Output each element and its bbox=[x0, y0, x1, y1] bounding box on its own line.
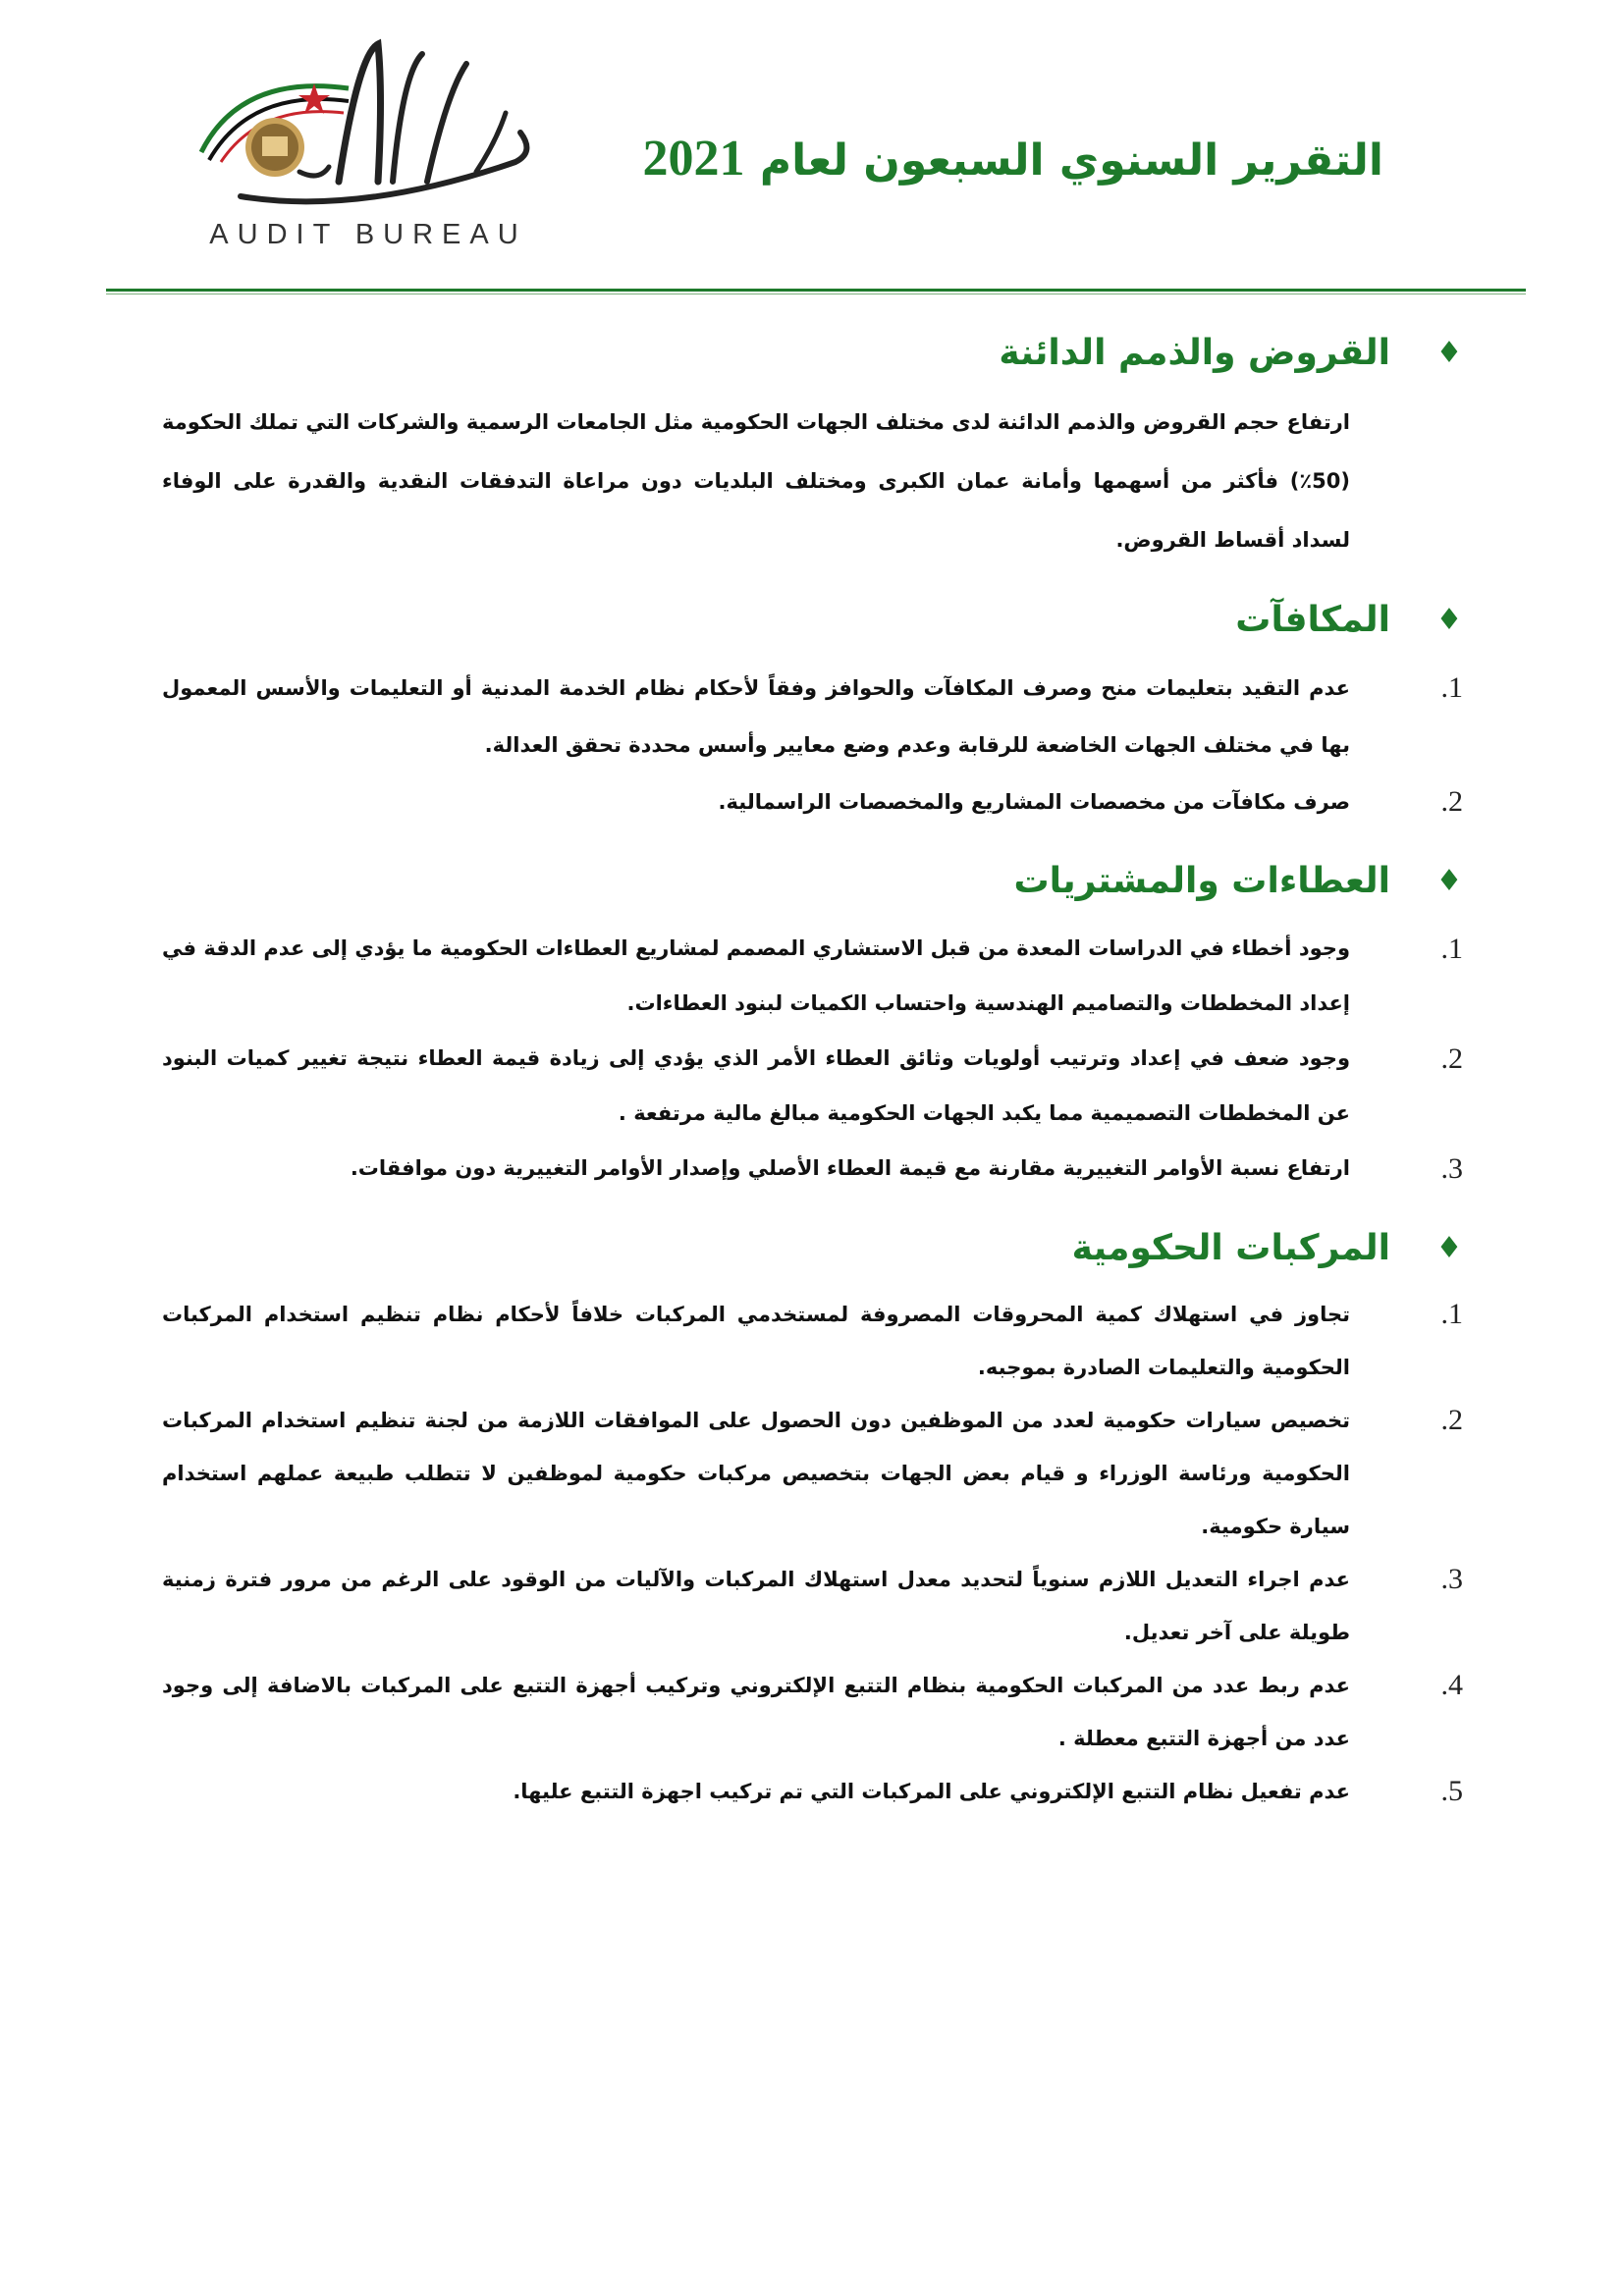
list-item bbox=[162, 1288, 1463, 1394]
report-title bbox=[643, 130, 1383, 187]
item-number: 2. bbox=[1440, 1404, 1463, 1436]
section-title: المركبات الحكومية bbox=[1071, 1227, 1390, 1268]
list-item bbox=[162, 1765, 1463, 1818]
section-heading bbox=[162, 312, 1463, 393]
list-item bbox=[162, 1141, 1463, 1198]
audit-bureau-logo bbox=[182, 34, 555, 255]
logo-english-text: AUDIT BUREAU bbox=[209, 219, 527, 250]
list-item bbox=[162, 660, 1463, 774]
item-number: 1. bbox=[1440, 1298, 1463, 1330]
item-text: عدم اجراء التعديل اللازم سنوياً لتحديد معدل استهلاك المركبات والآليات من الوقود على الرغم من مرور فترة زمنية طويلة على آخر تعديل. bbox=[162, 1568, 1350, 1644]
numbered-list bbox=[162, 660, 1463, 830]
item-number: 1. bbox=[1440, 933, 1463, 965]
item-text: تجاوز في استهلاك كمية المحروقات المصروفة لمستخدمي المركبات خلافاً لأحكام نظام تنظيم استخدام المركبات الحكومية والتعليمات الصادرة بموجبه. bbox=[162, 1303, 1350, 1379]
item-text: تخصيص سيارات حكومية لعدد من الموظفين دون الحصول على الموافقات اللازمة من لجنة تنظيم استخدام المركبات الحكومية ورئاسة الوزراء و قيام بعض الجهات بتخصيص مركبات حكومية لموظفين لا تتطلب طبيعة عملهم استخدام سيارة حكومية. bbox=[162, 1409, 1350, 1538]
list-item bbox=[162, 1553, 1463, 1659]
numbered-list bbox=[162, 1288, 1463, 1818]
item-number: 2. bbox=[1440, 785, 1463, 818]
section-heading bbox=[162, 1207, 1463, 1288]
item-text: وجود أخطاء في الدراسات المعدة من قبل الاستشاري المصمم لمشاريع العطاءات الحكومية ما يؤدي إلى عدم الدقة في إعداد المخططات والتصاميم الهندسية واحتساب الكميات لبنود العطاءات. bbox=[162, 936, 1350, 1015]
list-item bbox=[162, 1659, 1463, 1765]
item-number: 5. bbox=[1440, 1775, 1463, 1807]
report-title-text: التقرير السنوي السبعون لعام bbox=[759, 135, 1383, 186]
diamond-bullet-icon: ♦ bbox=[1435, 335, 1463, 370]
logo-emblem-icon bbox=[182, 34, 555, 221]
list-item bbox=[162, 1031, 1463, 1141]
section-tenders bbox=[162, 840, 1463, 1198]
item-number: 4. bbox=[1440, 1669, 1463, 1701]
item-text: صرف مكافآت من مخصصات المشاريع والمخصصات الراسمالية. bbox=[718, 790, 1350, 814]
numbered-list bbox=[162, 921, 1463, 1198]
report-content bbox=[162, 312, 1463, 1828]
diamond-bullet-icon: ♦ bbox=[1435, 602, 1463, 637]
list-item bbox=[162, 921, 1463, 1031]
section-heading bbox=[162, 579, 1463, 660]
section-bonuses bbox=[162, 579, 1463, 830]
item-text: وجود ضعف في إعداد وترتيب أولويات وثائق العطاء الأمر الذي يؤدي إلى زيادة قيمة العطاء نتيجة تغيير كميات البنود عن المخططات التصميمية مما يكبد الجهات الحكومية مبالغ مالية مرتفعة . bbox=[162, 1046, 1350, 1125]
section-title: القروض والذمم الدائنة bbox=[999, 332, 1390, 373]
item-text: عدم تفعيل نظام التتبع الإلكتروني على المركبات التي تم تركيب اجهزة التتبع عليها. bbox=[513, 1780, 1350, 1803]
section-title: العطاءات والمشتريات bbox=[1013, 860, 1390, 901]
item-number: 3. bbox=[1440, 1563, 1463, 1595]
section-heading bbox=[162, 840, 1463, 921]
header-divider bbox=[106, 289, 1526, 292]
item-text: عدم التقيد بتعليمات منح وصرف المكافآت والحوافز وفقاً لأحكام نظام الخدمة المدنية أو التعليمات والأسس المعمول بها في مختلف الجهات الخاضعة للرقابة وعدم وضع معايير وأسس محددة تحقق العدالة. bbox=[162, 676, 1350, 757]
section-vehicles bbox=[162, 1207, 1463, 1818]
item-number: 1. bbox=[1440, 671, 1463, 704]
list-item bbox=[162, 1394, 1463, 1553]
item-text: عدم ربط عدد من المركبات الحكومية بنظام التتبع الإلكتروني وتركيب أجهزة التتبع على المركبات بالاضافة إلى وجود عدد من أجهزة التتبع معطلة . bbox=[162, 1674, 1350, 1750]
report-year: 2021 bbox=[642, 131, 745, 187]
diamond-bullet-icon: ♦ bbox=[1435, 863, 1463, 898]
section-loans bbox=[162, 312, 1463, 569]
list-item bbox=[162, 774, 1463, 830]
item-number: 3. bbox=[1440, 1152, 1463, 1185]
item-text: ارتفاع نسبة الأوامر التغييرية مقارنة مع قيمة العطاء الأصلي وإصدار الأوامر التغييرية دون موافقات. bbox=[350, 1156, 1350, 1180]
item-number: 2. bbox=[1440, 1042, 1463, 1075]
section-title: المكافآت bbox=[1235, 599, 1390, 640]
diamond-bullet-icon: ♦ bbox=[1435, 1230, 1463, 1265]
section-paragraph: ارتفاع حجم القروض والذمم الدائنة لدى مختلف الجهات الحكومية مثل الجامعات الرسمية والشركات التي تملك الحكومة (50٪) فأكثر من أسهمها وأمانة عمان الكبرى ومختلف البلديات دون مراعاة التدفقات النقدية والقدرة على الوفاء لسداد أقساط القروض. bbox=[162, 410, 1350, 552]
